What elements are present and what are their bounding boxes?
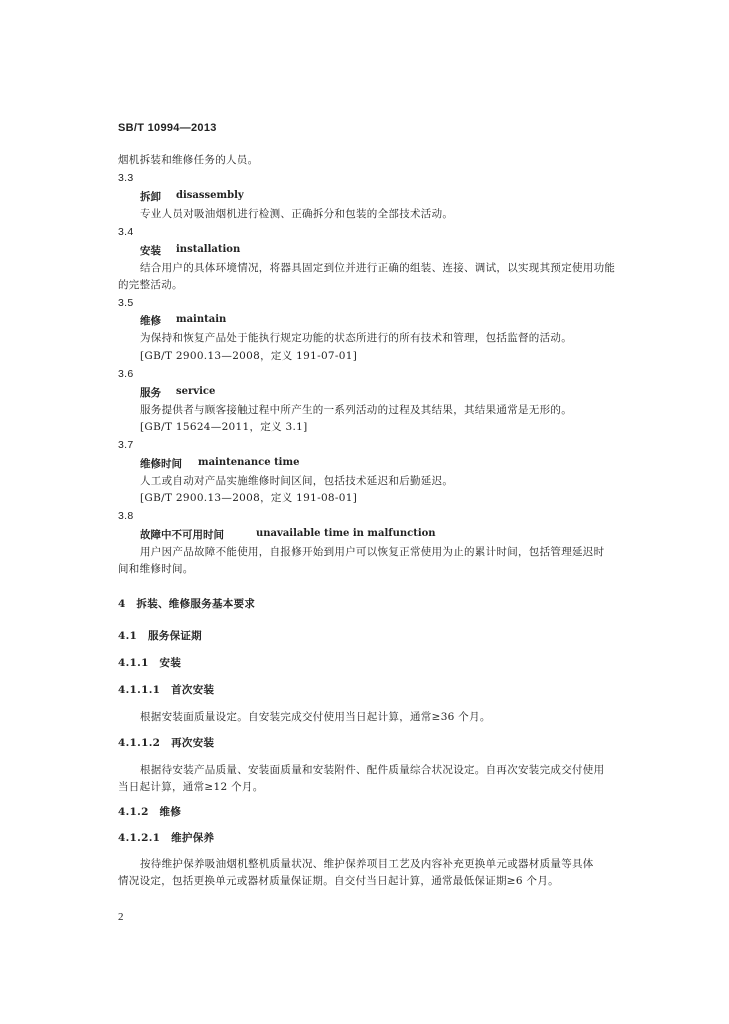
section-heading: 4.1 服务保证期 <box>118 630 202 642</box>
section-heading: 4.1.1.2 再次安装 <box>118 737 215 749</box>
clause-number: 3.8 <box>118 510 134 522</box>
paragraph-line: 根据待安装产品质量、安装面质量和安装附件、配件质量综合状况设定。自再次安装完成交付使用 <box>140 764 605 776</box>
section-heading: 4.1.2 维修 <box>118 806 182 818</box>
paragraph-line: 按待维护保养吸油烟机整机质量状况、维护保养项目工艺及内容补充更换单元或器材质量等具体 <box>140 858 594 870</box>
definition-line: 的完整活动。 <box>118 279 183 291</box>
clause-number: 3.7 <box>118 439 134 451</box>
clause-number: 3.3 <box>118 172 134 184</box>
term-english: service <box>176 386 216 397</box>
paragraph-line: 当日起计算，通常≥12 个月。 <box>118 781 264 793</box>
term-english: unavailable time in malfunction <box>256 528 436 539</box>
clause-number: 3.4 <box>118 226 134 238</box>
term-english: installation <box>176 244 241 255</box>
clause-number: 3.6 <box>118 368 134 380</box>
term-chinese: 服务 <box>140 387 161 399</box>
paragraph-line: 根据安装面质量设定。自安装完成交付使用当日起计算，通常≥36 个月。 <box>140 711 491 723</box>
term-chinese: 维修时间 <box>140 458 182 470</box>
page-number: 2 <box>118 911 124 923</box>
definition-line: 结合用户的具体环境情况，将器具固定到位并进行正确的组装、连接、调试，以实现其预定使用功能 <box>140 262 616 274</box>
term-english: maintenance time <box>198 457 300 468</box>
section-heading: 4.1.2.1 维护保养 <box>118 832 215 844</box>
definition-line: 服务提供者与顾客接触过程中所产生的一系列活动的过程及其结果，其结果通常是无形的。 <box>140 404 572 416</box>
term-english: maintain <box>176 314 227 325</box>
reference-line: [GB/T 15624—2011，定义 3.1] <box>140 421 308 433</box>
clause-number: 3.5 <box>118 297 134 309</box>
section-heading: 4.1.1.1 首次安装 <box>118 684 215 696</box>
document-code: SB/T 10994—2013 <box>118 122 217 134</box>
reference-line: [GB/T 2900.13—2008，定义 191-08-01] <box>140 492 358 504</box>
definition-line: 人工或自动对产品实施维修时间区间，包括技术延迟和后勤延迟。 <box>140 475 454 487</box>
paragraph-line: 情况设定，包括更换单元或器材质量保证期。自交付当日起计算，通常最低保证期≥6 个月。 <box>118 875 559 887</box>
definition-line: 专业人员对吸油烟机进行检测、正确拆分和包装的全部技术活动。 <box>140 208 454 220</box>
term-chinese: 维修 <box>140 315 161 327</box>
definition-line: 间和维修时间。 <box>118 563 194 575</box>
term-chinese: 拆卸 <box>140 191 161 203</box>
paragraph-line: 烟机拆装和维修任务的人员。 <box>118 154 259 166</box>
section-heading: 4.1.1 安装 <box>118 657 182 669</box>
section-heading: 4 拆装、维修服务基本要求 <box>118 598 256 610</box>
definition-line: 为保持和恢复产品处于能执行规定功能的状态所进行的所有技术和管理，包括监督的活动。 <box>140 332 572 344</box>
term-chinese: 安装 <box>140 245 161 257</box>
definition-line: 用户因产品故障不能使用，自报修开始到用户可以恢复正常使用为止的累计时间，包括管理延迟时 <box>140 546 605 558</box>
reference-line: [GB/T 2900.13—2008，定义 191-07-01] <box>140 350 358 362</box>
term-english: disassembly <box>176 190 244 201</box>
term-chinese: 故障中不可用时间 <box>140 529 224 541</box>
